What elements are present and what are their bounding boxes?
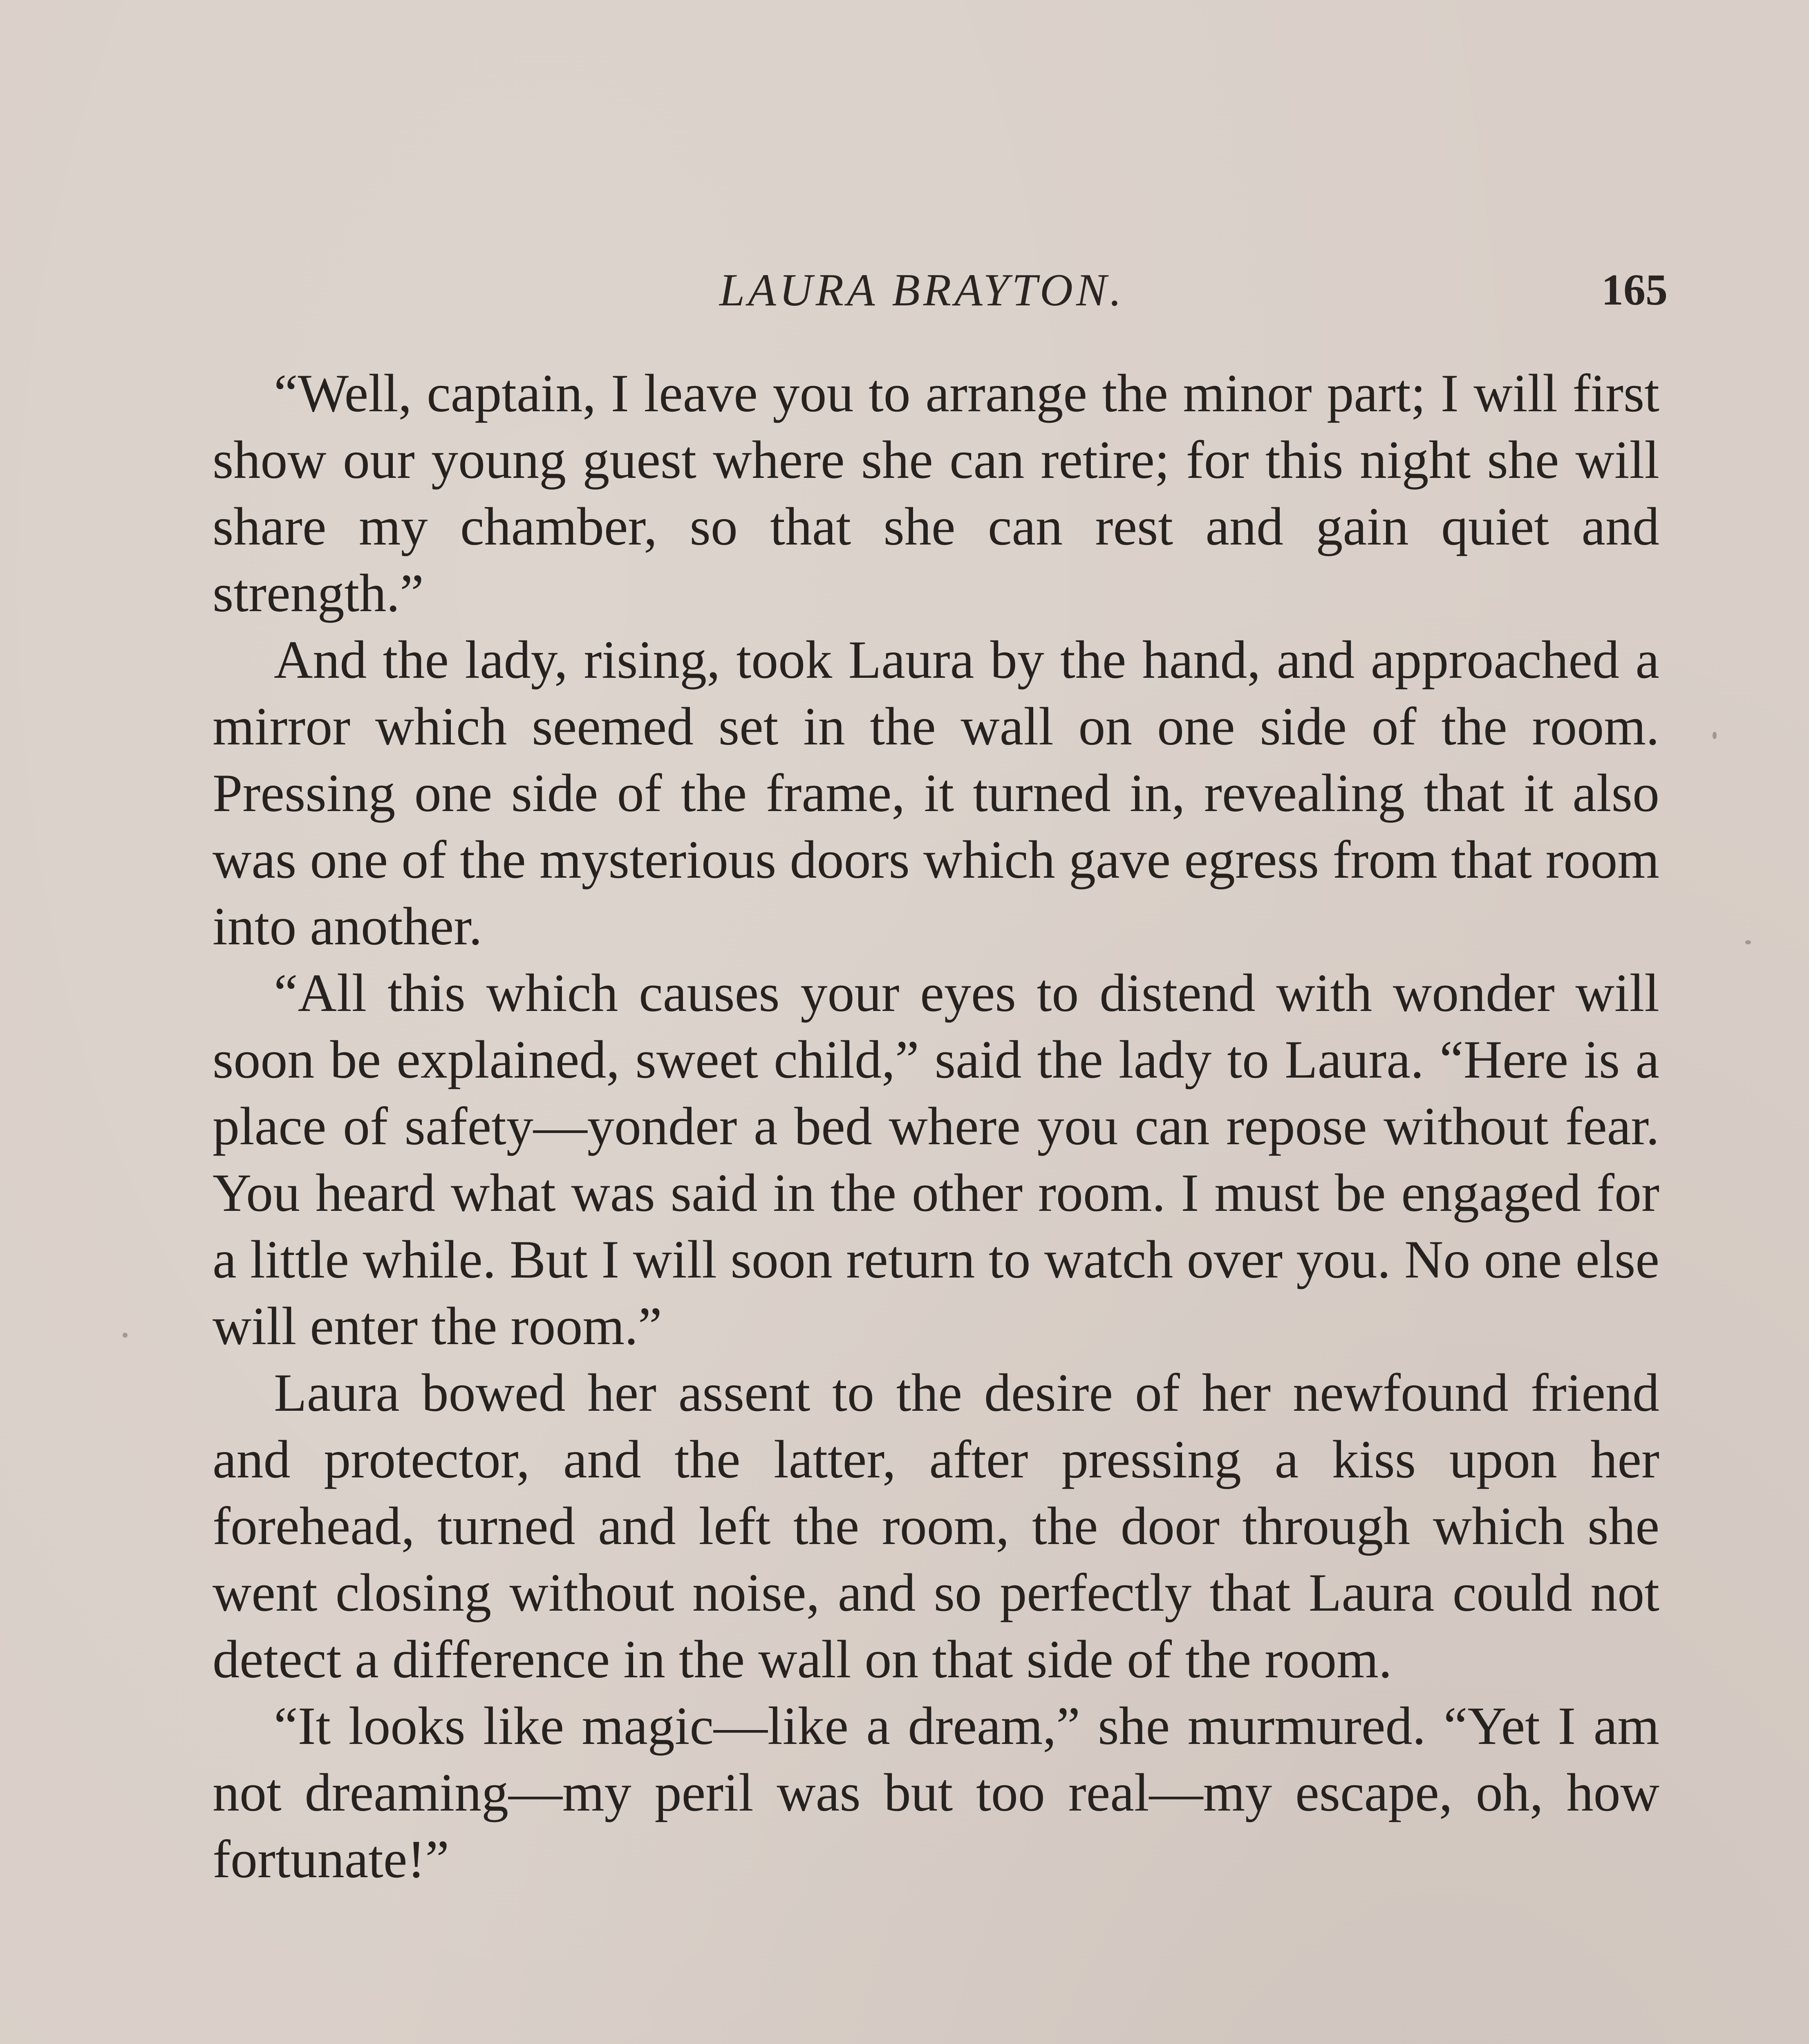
paragraph-4: Laura bowed her assent to the desire of her newfound friend and protector, and the latter, after pressing a kiss upon her forehead, turned and left the room, the door through which she went closing without noise, and so perfectly that Laura could not detect a difference in the wall on that side of the room. [213, 1363, 1659, 1689]
page-number: 165 [1601, 266, 1668, 314]
paper-speck [1713, 732, 1717, 739]
running-title: LAURA BRAYTON. [719, 265, 1125, 316]
paragraph-5: “It looks like magic—like a dream,” she murmured. “Yet I am not dreaming—my peril was but too real—my escape, oh, how fortunate!” [213, 1696, 1659, 1889]
paper-speck [123, 1333, 128, 1338]
paragraph-3: “All this which causes your eyes to distend with wonder will soon be explained, sweet child,” said the lady to Laura. “Here is a place of safety—yonder a bed where you can repose without fear. You heard what was said in the other room. I must be engaged for a little while. But I will soon return to watch over you. No one else will enter the room.” [213, 963, 1659, 1356]
paragraph-2: And the lady, rising, took Laura by the hand, and approached a mirror which seemed set in the wall on one side of the room. Pressing one side of the frame, it turned in, revealing that it also was one of the mysterious doors which gave egress from that room into another. [213, 630, 1659, 956]
paper-speck [1745, 940, 1751, 944]
body-text [213, 360, 1659, 1892]
running-head [0, 262, 1809, 319]
paragraph-1: “Well, captain, I leave you to arrange the minor part; I will first show our young guest where she can retire; for this night she will share my chamber, so that she can rest and gain quiet and strength.” [213, 363, 1659, 623]
